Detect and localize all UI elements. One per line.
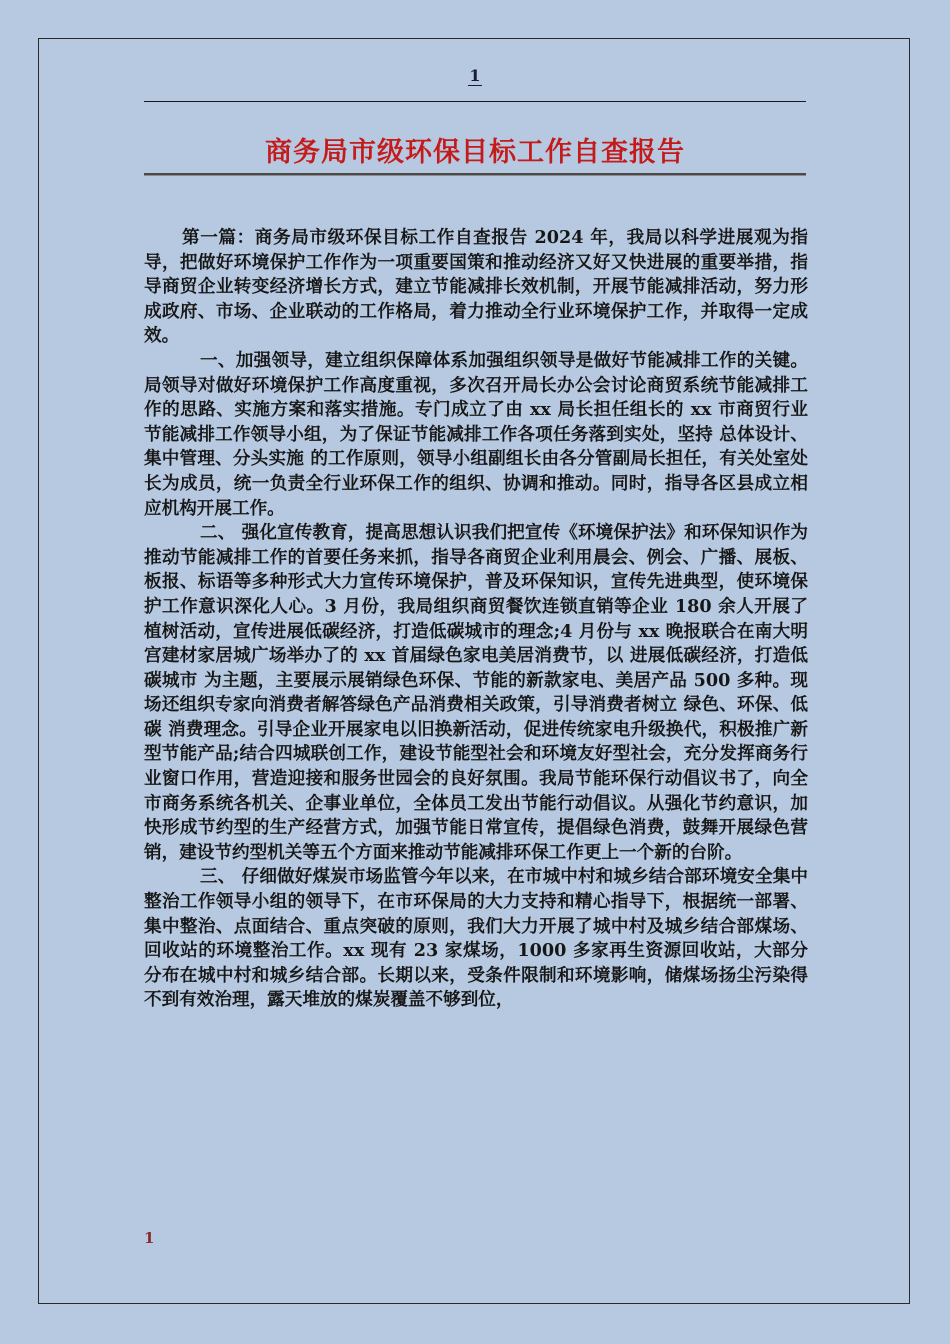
header-page-number <box>0 66 950 85</box>
document-title: 商务局市级环保目标工作自查报告 <box>265 137 685 168</box>
footer-page-number: 1 <box>144 1229 155 1247</box>
paragraph-intro: 第一篇：商务局市级环保目标工作自查报告 2024 年，我局以科学进展观为指导，把做好环境保护工作作为一项重要国策和推动经济又好又快进展的重要举措，指导商贸企业转变经济增长方式，建立节能减排长效机制，开展节能减排活动，努力形成政府、市场、企业联动的工作格局，着力推动全行业环境保护工作，并取得一定成效。 <box>144 227 808 347</box>
header-page-number-text: 1 <box>469 66 481 85</box>
header-divider <box>144 101 806 102</box>
title-divider <box>144 173 806 175</box>
document-body <box>144 226 808 1013</box>
paragraph-section-1: 一、加强领导，建立组织保障体系加强组织领导是做好节能减排工作的关键。局领导对做好环境保护工作高度重视，多次召开局长办公会讨论商贸系统节能减排工作的思路、实施方案和落实措施。专门成立了由 xx 局长担任组长的 xx 市商贸行业节能减排工作领导小组，为了保证节能减排工作各项任务落到实处，坚持 总体设计、集中管理、分头实施 的工作原则，领导小组副组长由各分管副局长担任，有关处室处长为成员，统一负责全行业环保工作的组织、协调和推动。同时，指导各区县成立相应机构开展工作。 <box>144 349 808 519</box>
paragraph-section-3: 三、 仔细做好煤炭市场监管今年以来，在市城中村和城乡结合部环境安全集中整治工作领导小组的领导下，在市环保局的大力支持和精心指导下，根据统一部署、集中整治、点面结合、重点突破的原则，我们大力开展了城中村及城乡结合部煤场、回收站的环境整治工作。xx 现有 23 家煤场，1000 多家再生资源回收站，大部分分布在城中村和城乡结合部。长期以来，受条件限制和环境影响，储煤场扬尘污染得不到有效治理，露天堆放的煤炭覆盖不够到位， <box>144 866 808 1011</box>
paragraph-section-2: 二、 强化宣传教育，提高思想认识我们把宣传《环境保护法》和环保知识作为推动节能减排工作的首要任务来抓，指导各商贸企业利用晨会、例会、广播、展板、板报、标语等多种形式大力宣传环境保护，普及环保知识，宣传先进典型，使环境保护工作意识深化人心。3 月份，我局组织商贸餐饮连锁直销等企业 180 余人开展了植树活动，宣传进展低碳经济，打造低碳城市的理念;4 月份与 xx 晚报联合在南大明宫建材家居城广场举办了的 xx 首届绿色家电美居消费节，以 进展低碳经济，打造低碳城市 为主题，主要展示展销绿色环保、节能的新款家电、美居产品 500 多种。现场还组织专家向消费者解答绿色产品消费相关政策，引导消费者树立 绿色、环保、低碳 消费理念。引导企业开展家电以旧换新活动，促进传统家电升级换代，积极推广新型节能产品;结合四城联创工作，建设节能型社会和环境友好型社会，充分发挥商务行业窗口作用，营造迎接和服务世园会的良好氛围。我局节能环保行动倡议书了，向全市商务系统各机关、企事业单位，全体员工发出节能行动倡议。从强化节约意识，加快形成节约型的生产经营方式，加强节能日常宣传，提倡绿色消费，鼓舞开展绿色营销，建设节约型机关等五个方面来推动节能减排环保工作更上一个新的台阶。 <box>144 522 808 863</box>
